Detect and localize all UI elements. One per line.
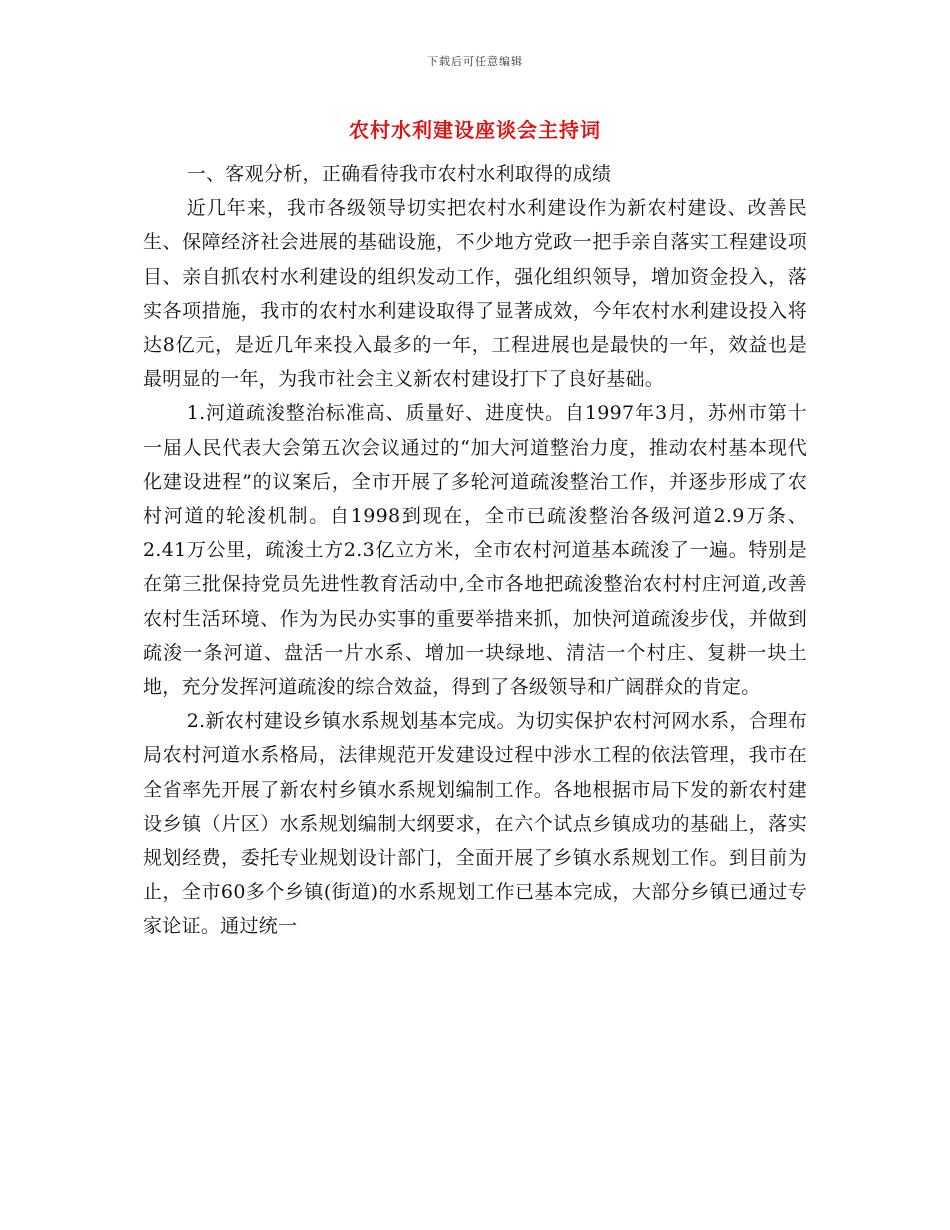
body-paragraph: 2.新农村建设乡镇水系规划基本完成。为切实保护农村河网水系，合理布局农村河道水系格局，法律规范开发建设过程中涉水工程的依法管理，我市在全省率先开展了新农村乡镇水系规划编制工作。各地根据市局下发的新农村建设乡镇（片区）水系规划编制大纲要求，在六个试点乡镇成功的基础上，落实规划经费，委托专业规划设计部门，全面开展了乡镇水系规划工作。到目前为止，全市60多个乡镇(街道)的水系规划工作已基本完成，大部分乡镇已通过专家论证。通过统一: [143, 710, 807, 938]
body-paragraph: 1.河道疏浚整治标准高、质量好、进度快。自1997年3月，苏州市第十一届人民代表大会第五次会议通过的“加大河道整治力度，推动农村基本现代化建设进程”的议案后，全市开展了多轮河道疏浚整治工作，并逐步形成了农村河道的轮浚机制。自1998到现在，全市已疏浚整治各级河道2.9万条、2.41万公里，疏浚土方2.3亿立方米，全市农村河道基本疏浚了一遍。特别是在第三批保持党员先进性教育活动中,全市各地把疏浚整治农村村庄河道,改善农村生活环境、作为为民办实事的重要举措来抓，加快河道疏浚步伐，并做到疏浚一条河道、盘活一片水系、增加一块绿地、清洁一个村庄、复耕一块土地，充分发挥河道疏浚的综合效益，得到了各级领导和广阔群众的肯定。: [143, 402, 807, 699]
document-body: [143, 157, 807, 944]
header-note: 下载后可任意编辑: [427, 55, 523, 68]
document-title: 农村水利建设座谈会主持词: [349, 118, 601, 142]
body-paragraph: 近几年来，我市各级领导切实把农村水利建设作为新农村建设、改善民生、保障经济社会进展的基础设施，不少地方党政一把手亲自落实工程建设项目、亲自抓农村水利建设的组织发动工作，强化组织领导，增加资金投入，落实各项措施，我市的农村水利建设取得了显著成效，今年农村水利建设投入将达8亿元，是近几年来投入最多的一年，工程进展也是最快的一年，效益也是最明显的一年，为我市社会主义新农村建设打下了良好基础。: [143, 197, 807, 391]
section-heading: 一、客观分析，正确看待我市农村水利取得的成绩: [186, 163, 612, 185]
